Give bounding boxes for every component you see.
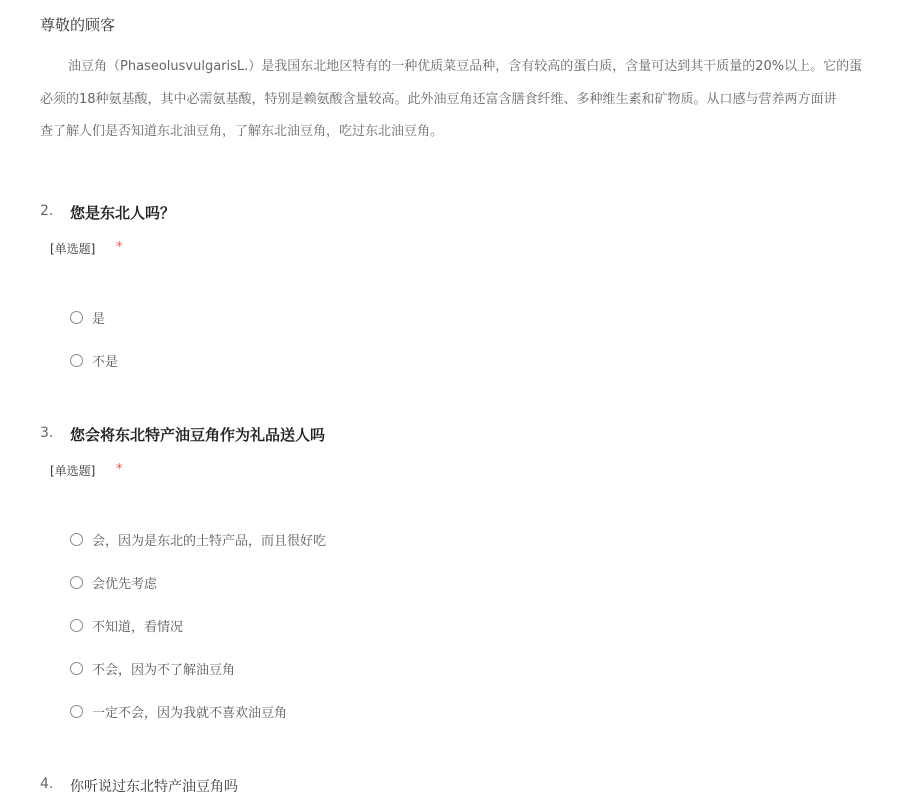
question-title: 您会将东北特产油豆角作为礼品送人吗 bbox=[70, 426, 326, 444]
radio-button-icon[interactable] bbox=[70, 354, 83, 367]
option-label: 不是 bbox=[92, 354, 119, 370]
option-label: 一定不会，因为我就不喜欢油豆角 bbox=[92, 705, 288, 721]
question-type-label: [单选题] bbox=[50, 242, 96, 256]
option-label: 会优先考虑 bbox=[92, 576, 158, 592]
option-label: 是 bbox=[92, 311, 106, 327]
radio-button-icon[interactable] bbox=[70, 619, 83, 632]
question-type-label: [单选题] bbox=[50, 464, 96, 478]
option-4[interactable] bbox=[70, 659, 235, 677]
greeting-text: 尊敬的顾客 bbox=[40, 16, 116, 34]
radio-button-icon[interactable] bbox=[70, 705, 83, 718]
option-label: 会，因为是东北的土特产品，而且很好吃 bbox=[92, 533, 327, 549]
question-title: 你听说过东北特产油豆角吗 bbox=[70, 779, 238, 795]
option-5[interactable] bbox=[70, 702, 287, 720]
required-marker: * bbox=[116, 240, 123, 255]
option-2[interactable] bbox=[70, 573, 157, 591]
radio-button-icon[interactable] bbox=[70, 576, 83, 589]
intro-paragraph-line-2: 必须的18种氨基酸，其中必需氨基酸，特别是赖氨酸含量较高。此外油豆角还富含膳食纤维、多种维生素和矿物质。从口感与营养两方面讲 bbox=[40, 92, 837, 107]
question-number: 2. bbox=[40, 203, 54, 219]
option-label: 不会，因为不了解油豆角 bbox=[92, 662, 236, 678]
required-marker: * bbox=[116, 462, 123, 477]
option-yes[interactable] bbox=[70, 308, 105, 326]
intro-paragraph-line-3: 查了解人们是否知道东北油豆角，了解东北油豆角，吃过东北油豆角。 bbox=[40, 124, 444, 139]
question-title: 您是东北人吗？ bbox=[70, 204, 176, 222]
radio-button-icon[interactable] bbox=[70, 533, 83, 546]
option-no[interactable] bbox=[70, 351, 118, 369]
question-number: 4. bbox=[40, 776, 54, 792]
question-number: 3. bbox=[40, 425, 54, 441]
option-label: 不知道，看情况 bbox=[92, 619, 184, 635]
radio-button-icon[interactable] bbox=[70, 311, 83, 324]
option-3[interactable] bbox=[70, 616, 183, 634]
radio-button-icon[interactable] bbox=[70, 662, 83, 675]
intro-paragraph-line-1: 油豆角（PhaseolusvulgarisL.）是我国东北地区特有的一种优质菜豆品种，含有较高的蛋白质，含量可达到其干质量的20%以上。它的蛋 bbox=[68, 59, 863, 74]
option-1[interactable] bbox=[70, 530, 326, 548]
